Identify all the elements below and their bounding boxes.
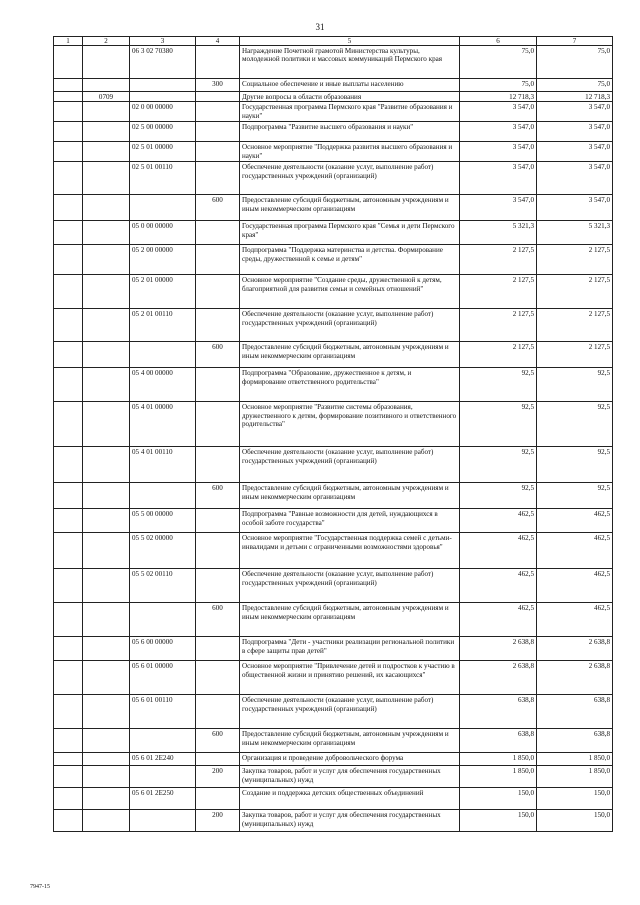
amount-col-7: 92,5: [537, 447, 613, 483]
target-article-code: 05 2 00 00000: [130, 245, 196, 275]
target-article-code: [130, 342, 196, 368]
amount-col-7: 3 547,0: [537, 122, 613, 142]
empty-cell: [54, 788, 83, 810]
amount-col-7: 3 547,0: [537, 102, 613, 122]
amount-col-7: 3 547,0: [537, 162, 613, 195]
amount-col-6: 462,5: [460, 569, 537, 603]
expense-type-code: [196, 569, 240, 603]
amount-col-6: 638,8: [460, 695, 537, 729]
item-name: Обеспечение деятельности (оказание услуг, выполнение работ) государственных учреждений (организаций): [240, 695, 460, 729]
table-row: [54, 766, 613, 788]
amount-col-6: 5 321,3: [460, 221, 537, 245]
amount-col-6: 2 127,5: [460, 275, 537, 309]
col-header: 5: [240, 37, 460, 46]
empty-cell: [54, 729, 83, 753]
empty-cell: [54, 753, 83, 766]
target-article-code: 05 5 02 00110: [130, 569, 196, 603]
empty-cell: [54, 195, 83, 221]
amount-col-6: 75,0: [460, 79, 537, 92]
expense-type-code: 600: [196, 603, 240, 637]
section-code: [83, 533, 130, 569]
amount-col-7: 92,5: [537, 483, 613, 509]
expense-type-code: 600: [196, 195, 240, 221]
target-article-code: 02 0 00 00000: [130, 102, 196, 122]
expense-type-code: [196, 162, 240, 195]
empty-cell: [54, 810, 83, 832]
target-article-code: 02 5 00 00000: [130, 122, 196, 142]
section-code: [83, 195, 130, 221]
section-code: [83, 766, 130, 788]
table-row: [54, 245, 613, 275]
section-code: [83, 402, 130, 447]
expense-type-code: [196, 788, 240, 810]
target-article-code: 05 4 01 00000: [130, 402, 196, 447]
empty-cell: [54, 533, 83, 569]
amount-col-7: 5 321,3: [537, 221, 613, 245]
table-row: [54, 402, 613, 447]
expense-type-code: 200: [196, 766, 240, 788]
empty-cell: [54, 766, 83, 788]
amount-col-6: 92,5: [460, 483, 537, 509]
target-article-code: 02 5 01 00110: [130, 162, 196, 195]
amount-col-7: 462,5: [537, 569, 613, 603]
target-article-code: 05 6 01 2Е250: [130, 788, 196, 810]
item-name: Основное мероприятие "Поддержка развития высшего образования и науки": [240, 142, 460, 162]
amount-col-7: 2 127,5: [537, 275, 613, 309]
expense-type-code: [196, 309, 240, 342]
table-row: [54, 122, 613, 142]
section-code: [83, 102, 130, 122]
amount-col-6: 92,5: [460, 368, 537, 402]
amount-col-7: 462,5: [537, 509, 613, 533]
table-row: [54, 275, 613, 309]
expense-type-code: [196, 533, 240, 569]
table-row: [54, 695, 613, 729]
amount-col-7: 92,5: [537, 402, 613, 447]
amount-col-6: 92,5: [460, 402, 537, 447]
table-row: [54, 46, 613, 79]
item-name: Подпрограмма "Поддержка материнства и детства. Формирование среды, дружественной к семье и детям": [240, 245, 460, 275]
target-article-code: [130, 483, 196, 509]
empty-cell: [54, 637, 83, 661]
target-article-code: [130, 810, 196, 832]
amount-col-7: 75,0: [537, 79, 613, 92]
empty-cell: [54, 92, 83, 102]
target-article-code: [130, 79, 196, 92]
expense-type-code: 300: [196, 79, 240, 92]
amount-col-6: 75,0: [460, 46, 537, 79]
empty-cell: [54, 309, 83, 342]
table-row: [54, 483, 613, 509]
item-name: Подпрограмма "Развитие высшего образования и науки": [240, 122, 460, 142]
amount-col-6: 3 547,0: [460, 162, 537, 195]
col-header: 2: [83, 37, 130, 46]
expense-type-code: [196, 368, 240, 402]
target-article-code: [130, 603, 196, 637]
target-article-code: 05 6 01 00110: [130, 695, 196, 729]
amount-col-6: 3 547,0: [460, 122, 537, 142]
item-name: Предоставление субсидий бюджетным, автономным учреждениям и иным некоммерческим организациям: [240, 729, 460, 753]
expense-type-code: [196, 695, 240, 729]
section-code: [83, 46, 130, 79]
empty-cell: [54, 275, 83, 309]
item-name: Социальное обеспечение и иные выплаты населению: [240, 79, 460, 92]
item-name: Государственная программа Пермского края "Семья и дети Пермского края": [240, 221, 460, 245]
amount-col-6: 150,0: [460, 810, 537, 832]
table-row: [54, 368, 613, 402]
item-name: Закупка товаров, работ и услуг для обеспечения государственных (муниципальных) нужд: [240, 766, 460, 788]
table-row: [54, 637, 613, 661]
amount-col-7: 2 127,5: [537, 342, 613, 368]
section-code: [83, 695, 130, 729]
section-code: [83, 661, 130, 695]
target-article-code: 05 6 01 2Е240: [130, 753, 196, 766]
item-name: Предоставление субсидий бюджетным, автономным учреждениям и иным некоммерческим организациям: [240, 195, 460, 221]
section-code: [83, 245, 130, 275]
empty-cell: [54, 46, 83, 79]
col-header: 3: [130, 37, 196, 46]
amount-col-7: 2 127,5: [537, 309, 613, 342]
target-article-code: 05 5 00 00000: [130, 509, 196, 533]
table-row: [54, 342, 613, 368]
empty-cell: [54, 342, 83, 368]
expense-type-code: 600: [196, 342, 240, 368]
section-code: [83, 275, 130, 309]
amount-col-6: 92,5: [460, 447, 537, 483]
table-row: [54, 810, 613, 832]
empty-cell: [54, 142, 83, 162]
empty-cell: [54, 221, 83, 245]
section-code: [83, 79, 130, 92]
table-row: [54, 729, 613, 753]
amount-col-7: 12 718,3: [537, 92, 613, 102]
section-code: [83, 637, 130, 661]
section-code: [83, 122, 130, 142]
section-code: [83, 753, 130, 766]
col-header: 4: [196, 37, 240, 46]
amount-col-7: 2 638,8: [537, 637, 613, 661]
section-code: [83, 483, 130, 509]
expense-type-code: [196, 753, 240, 766]
expense-type-code: [196, 102, 240, 122]
section-code: 0709: [83, 92, 130, 102]
expense-type-code: [196, 245, 240, 275]
target-article-code: [130, 195, 196, 221]
item-name: Основное мероприятие "Государственная поддержка семей с детьми-инвалидами и детьми с ограниченными возможностями здоровья": [240, 533, 460, 569]
item-name: Обеспечение деятельности (оказание услуг, выполнение работ) государственных учреждений (организаций): [240, 569, 460, 603]
amount-col-6: 1 850,0: [460, 753, 537, 766]
table-row: [54, 79, 613, 92]
amount-col-7: 2 638,8: [537, 661, 613, 695]
empty-cell: [54, 368, 83, 402]
target-article-code: 05 2 01 00000: [130, 275, 196, 309]
amount-col-7: 92,5: [537, 368, 613, 402]
amount-col-7: 3 547,0: [537, 195, 613, 221]
item-name: Предоставление субсидий бюджетным, автономным учреждениям и иным некоммерческим организациям: [240, 603, 460, 637]
section-code: [83, 603, 130, 637]
target-article-code: 06 3 02 70380: [130, 46, 196, 79]
empty-cell: [54, 447, 83, 483]
header-row: [54, 37, 613, 46]
table-row: [54, 195, 613, 221]
amount-col-6: 2 638,8: [460, 661, 537, 695]
page-number: 31: [315, 22, 325, 32]
amount-col-6: 3 547,0: [460, 102, 537, 122]
amount-col-6: 2 127,5: [460, 245, 537, 275]
item-name: Обеспечение деятельности (оказание услуг, выполнение работ) государственных учреждений (организаций): [240, 162, 460, 195]
col-header: 6: [460, 37, 537, 46]
amount-col-6: 462,5: [460, 603, 537, 637]
expense-type-code: 200: [196, 810, 240, 832]
target-article-code: 05 6 01 00000: [130, 661, 196, 695]
item-name: Основное мероприятие "Привлечение детей и подростков к участию в общественной жизни и принятию решений, их касающихся": [240, 661, 460, 695]
target-article-code: 05 4 00 00000: [130, 368, 196, 402]
amount-col-7: 462,5: [537, 603, 613, 637]
table-row: [54, 569, 613, 603]
expense-type-code: [196, 509, 240, 533]
target-article-code: 05 4 01 00110: [130, 447, 196, 483]
amount-col-7: 2 127,5: [537, 245, 613, 275]
expense-type-code: [196, 661, 240, 695]
amount-col-7: 638,8: [537, 695, 613, 729]
item-name: Обеспечение деятельности (оказание услуг, выполнение работ) государственных учреждений (организаций): [240, 447, 460, 483]
amount-col-6: 12 718,3: [460, 92, 537, 102]
item-name: Основное мероприятие "Развитие системы образования, дружественного к детям, формирование позитивного и ответственного родительства": [240, 402, 460, 447]
item-name: Основное мероприятие "Создание среды, дружественной к детям, благоприятной для развития семьи и семейных отношений": [240, 275, 460, 309]
expense-type-code: [196, 402, 240, 447]
table-row: [54, 661, 613, 695]
amount-col-6: 150,0: [460, 788, 537, 810]
amount-col-6: 2 127,5: [460, 342, 537, 368]
item-name: Обеспечение деятельности (оказание услуг, выполнение работ) государственных учреждений (организаций): [240, 309, 460, 342]
expense-type-code: [196, 221, 240, 245]
item-name: Предоставление субсидий бюджетным, автономным учреждениям и иным некоммерческим организациям: [240, 342, 460, 368]
section-code: [83, 309, 130, 342]
amount-col-6: 3 547,0: [460, 142, 537, 162]
item-name: Предоставление субсидий бюджетным, автономным учреждениям и иным некоммерческим организациям: [240, 483, 460, 509]
amount-col-7: 150,0: [537, 810, 613, 832]
target-article-code: 05 5 02 00000: [130, 533, 196, 569]
expense-type-code: [196, 122, 240, 142]
amount-col-7: 150,0: [537, 788, 613, 810]
table-row: [54, 102, 613, 122]
empty-cell: [54, 79, 83, 92]
section-code: [83, 368, 130, 402]
section-code: [83, 569, 130, 603]
budget-table: [53, 36, 613, 832]
expense-type-code: [196, 92, 240, 102]
empty-cell: [54, 603, 83, 637]
amount-col-7: 638,8: [537, 729, 613, 753]
table-row: [54, 533, 613, 569]
amount-col-7: 3 547,0: [537, 142, 613, 162]
expense-type-code: [196, 46, 240, 79]
empty-cell: [54, 122, 83, 142]
table-row: [54, 309, 613, 342]
section-code: [83, 729, 130, 753]
empty-cell: [54, 509, 83, 533]
table-row: [54, 142, 613, 162]
target-article-code: 05 6 00 00000: [130, 637, 196, 661]
table-row: [54, 603, 613, 637]
empty-cell: [54, 483, 83, 509]
item-name: Подпрограмма "Дети - участники реализации региональной политики в сфере защиты прав детей": [240, 637, 460, 661]
item-name: Создание и поддержка детских общественных объединений: [240, 788, 460, 810]
expense-type-code: [196, 142, 240, 162]
expense-type-code: 600: [196, 729, 240, 753]
col-header: 1: [54, 37, 83, 46]
col-header: 7: [537, 37, 613, 46]
item-name: Подпрограмма "Равные возможности для детей, нуждающихся в особой заботе государства": [240, 509, 460, 533]
expense-type-code: [196, 275, 240, 309]
amount-col-7: 1 850,0: [537, 766, 613, 788]
table-row: [54, 447, 613, 483]
table-row: [54, 162, 613, 195]
empty-cell: [54, 162, 83, 195]
target-article-code: [130, 766, 196, 788]
amount-col-6: 2 638,8: [460, 637, 537, 661]
item-name: Награждение Почетной грамотой Министерства культуры, молодежной политики и массовых коммуникаций Пермского края: [240, 46, 460, 79]
empty-cell: [54, 245, 83, 275]
section-code: [83, 509, 130, 533]
amount-col-6: 462,5: [460, 533, 537, 569]
section-code: [83, 788, 130, 810]
footer-code: 7947-15: [30, 884, 50, 890]
amount-col-6: 462,5: [460, 509, 537, 533]
item-name: Организация и проведение добровольческого форума: [240, 753, 460, 766]
amount-col-6: 2 127,5: [460, 309, 537, 342]
empty-cell: [54, 695, 83, 729]
table-row: [54, 753, 613, 766]
section-code: [83, 221, 130, 245]
expense-type-code: [196, 637, 240, 661]
expense-type-code: 600: [196, 483, 240, 509]
empty-cell: [54, 569, 83, 603]
target-article-code: [130, 92, 196, 102]
target-article-code: 05 0 00 00000: [130, 221, 196, 245]
empty-cell: [54, 402, 83, 447]
amount-col-7: 462,5: [537, 533, 613, 569]
target-article-code: 05 2 01 00110: [130, 309, 196, 342]
item-name: Подпрограмма "Образование, дружественное к детям, и формирование ответственного родительства": [240, 368, 460, 402]
section-code: [83, 810, 130, 832]
target-article-code: [130, 729, 196, 753]
item-name: Государственная программа Пермского края "Развитие образования и науки": [240, 102, 460, 122]
table-row: [54, 221, 613, 245]
amount-col-6: 638,8: [460, 729, 537, 753]
amount-col-6: 1 850,0: [460, 766, 537, 788]
item-name: Закупка товаров, работ и услуг для обеспечения государственных (муниципальных) нужд: [240, 810, 460, 832]
item-name: Другие вопросы в области образования: [240, 92, 460, 102]
expense-type-code: [196, 447, 240, 483]
empty-cell: [54, 102, 83, 122]
table-row: [54, 509, 613, 533]
empty-cell: [54, 661, 83, 695]
amount-col-7: 1 850,0: [537, 753, 613, 766]
amount-col-7: 75,0: [537, 46, 613, 79]
section-code: [83, 162, 130, 195]
table-row: [54, 92, 613, 102]
table-row: [54, 788, 613, 810]
amount-col-6: 3 547,0: [460, 195, 537, 221]
section-code: [83, 342, 130, 368]
target-article-code: 02 5 01 00000: [130, 142, 196, 162]
section-code: [83, 142, 130, 162]
section-code: [83, 447, 130, 483]
